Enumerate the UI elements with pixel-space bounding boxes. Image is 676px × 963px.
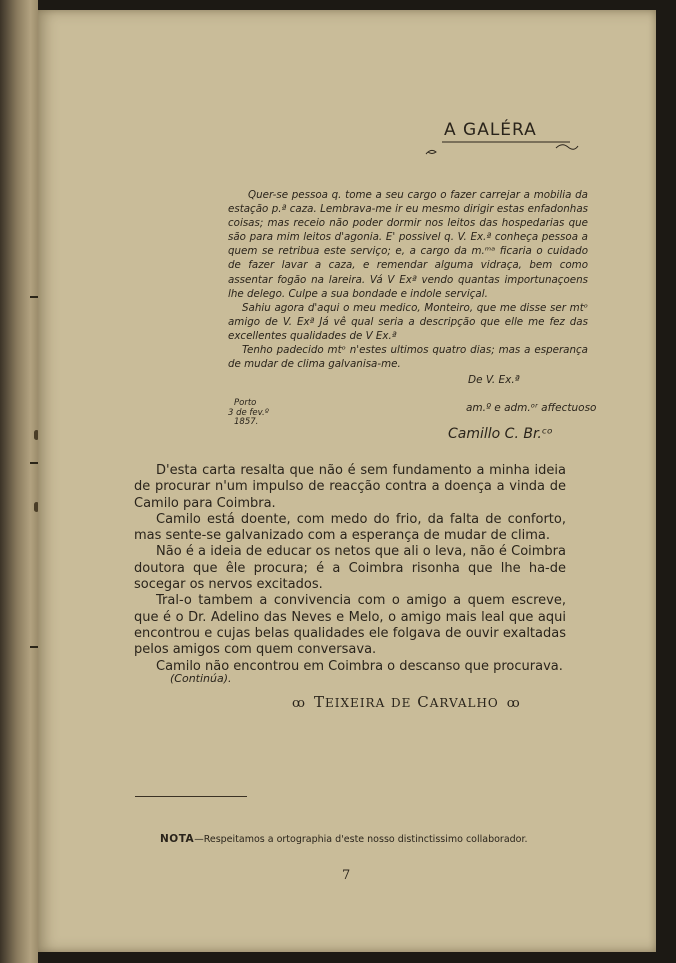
letter-regards: am.º e adm.ᵒʳ affectuoso bbox=[466, 402, 597, 414]
author-first-initial: T bbox=[314, 693, 326, 711]
letter-place-date bbox=[228, 399, 269, 428]
author-last-initial: C bbox=[417, 693, 430, 711]
letter-paragraph: Quer-se pessoa q. tome a seu cargo o fazer carrejar a mobilia da estação p.ª caza. Lembrava-me ir eu mesmo dirigir estas enfadonhas coisas; mas receio não poder dormir nos leitos das hospedarias que são para mim leitos d'agonia. E' possivel q. V. Ex.ª conheça pessoa a quem se retribua este serviço; e, a cargo da m.ᵐᵃ ficaria o cuidado de fazer lavar a caza, e remendar alguma vidraça, bem como assentar fogão na lareira. Vá V Exª vendo quantas importunaçoens lhe delego. Culpe a sua bondade e indole serviçal. bbox=[228, 189, 588, 300]
book-spine bbox=[0, 0, 38, 963]
author-byline bbox=[284, 693, 529, 711]
footnote-rule bbox=[135, 796, 247, 797]
article-body bbox=[134, 463, 566, 675]
scan-border-right bbox=[656, 0, 676, 963]
footnote bbox=[160, 833, 528, 845]
date-line: 3 de fev.º bbox=[228, 407, 269, 418]
body-paragraph: Camilo está doente, com medo do frio, da falta de conforto, mas sente-se galvanizado com a esperança de mudar de clima. bbox=[134, 511, 566, 544]
book-page bbox=[38, 10, 656, 952]
body-paragraph: Camilo não encontrou em Coimbra o descanso que procurava. bbox=[156, 658, 563, 674]
header-ornament-icon bbox=[420, 138, 580, 162]
footnote-text: —Respeitamos a ortographia d'este nosso distinctissimo collaborador. bbox=[194, 834, 528, 845]
quoted-letter bbox=[228, 188, 588, 371]
scan-border-bottom bbox=[38, 952, 656, 963]
continued-note: (Continúa). bbox=[170, 672, 232, 685]
body-paragraph: D'esta carta resalta que não é sem fundamento a minha ideia de procurar n'um impulso de reacção contra a doença a vinda de Camilo para Coimbra. bbox=[134, 463, 566, 511]
page-number: 7 bbox=[342, 868, 351, 883]
header-title: A GALÉRA bbox=[444, 120, 537, 140]
author-particle: DE bbox=[391, 696, 412, 710]
body-paragraph: Não é a ideia de educar os netos que ali o leva, não é Coimbra doutora que êle procura; é a Coimbra risonha que lhe ha-de socegar os nervos excitados. bbox=[134, 544, 566, 593]
year-line: 1857. bbox=[234, 417, 259, 427]
letter-paragraph: Sahiu agora d'aqui o meu medico, Monteiro, que me disse ser mtᵒ amigo de V. Exª Já vê qual seria a descripção que elle me fez das excellentes qualidades de V Ex.ª bbox=[228, 301, 588, 342]
letter-paragraph: Tenho padecido mtᵒ n'estes ultimos quatro dias; mas a esperança de mudar de clima galvanisa-me. bbox=[228, 344, 588, 371]
letter-closing: De V. Ex.ª bbox=[468, 374, 520, 386]
author-first-rest: EIXEIRA bbox=[325, 696, 386, 710]
author-last-rest: ARVALHO bbox=[429, 696, 499, 710]
body-paragraph: Tral-o tambem a convivencia com o amigo a quem escreve, que é o Dr. Adelino das Neves e Melo, o amigo mais leal que aqui encontrou e cujas belas qualidades ele folgava de ouvir exaltadas pelos amigos com quem conversava. bbox=[134, 593, 566, 658]
ornament-icon: ꝏ bbox=[292, 696, 306, 711]
scan-border-top bbox=[38, 0, 656, 10]
footnote-label: NOTA bbox=[160, 833, 195, 845]
running-header bbox=[444, 120, 537, 140]
place-line: Porto bbox=[234, 398, 257, 408]
letter-signature: Camillo C. Br.ᶜᵒ bbox=[448, 426, 553, 442]
ornament-icon: ꝏ bbox=[506, 696, 521, 711]
